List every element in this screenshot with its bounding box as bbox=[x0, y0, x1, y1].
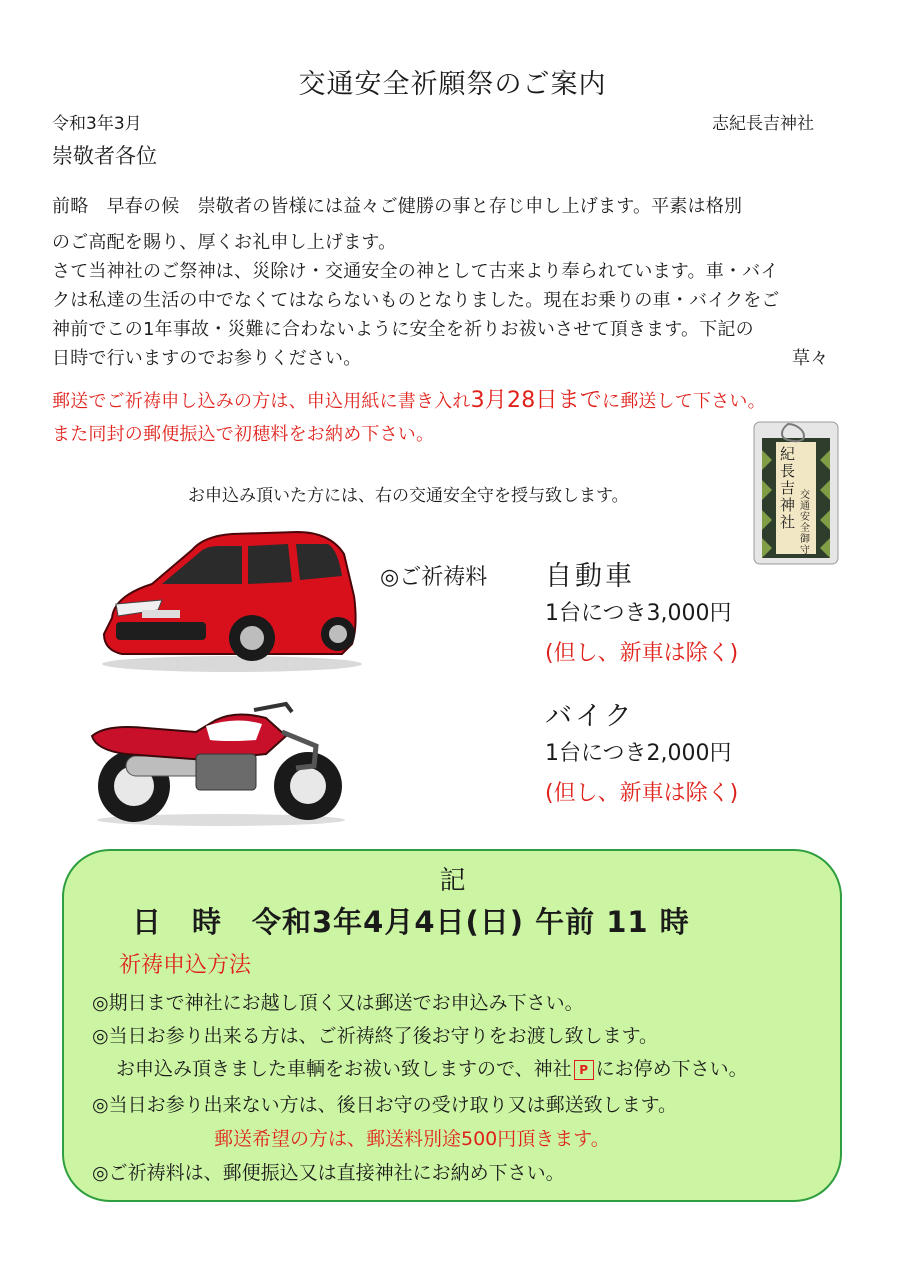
letter-closing: 草々 bbox=[792, 348, 829, 369]
letter-line-2: のご高配を賜り、厚くお礼申し上げます。 bbox=[52, 232, 397, 253]
car-fee-name: 自動車 bbox=[545, 561, 635, 592]
amulet-illustration bbox=[752, 420, 840, 566]
method-item-2-sub bbox=[116, 1054, 748, 1081]
motorcycle-illustration bbox=[86, 696, 356, 828]
amulet-text-main: 紀長吉神社 bbox=[780, 445, 796, 531]
addressee: 崇敬者各位 bbox=[52, 144, 157, 168]
mail-notice-2: また同封の郵便振込で初穂料をお納め下さい。 bbox=[52, 424, 435, 445]
car-fee-note: (但し、新車は除く) bbox=[545, 641, 739, 666]
amulet-note: お申込み頂いた方には、右の交通安全守を授与致します。 bbox=[188, 486, 629, 506]
parking-icon: P bbox=[574, 1060, 594, 1080]
method-item-2: ◎当日お参り出来る方は、ご祈祷終了後お守りをお渡し致します。 bbox=[92, 1025, 659, 1047]
fee-label: ◎ご祈祷料 bbox=[380, 565, 488, 590]
method-item-3: ◎当日お参り出来ない方は、後日お守の受け取り又は郵送致します。 bbox=[92, 1094, 678, 1116]
letter-line-4: クは私達の生活の中でなくてはならないものとなりました。現在お乗りの車・バイクをご bbox=[52, 290, 780, 311]
postage-note: 郵送希望の方は、郵送料別途500円頂きます。 bbox=[214, 1128, 610, 1150]
bike-fee-price: 1台につき2,000円 bbox=[545, 741, 732, 766]
issue-date: 令和3年3月 bbox=[52, 114, 142, 134]
method-item-1: ◎期日まで神社にお越し頂く又は郵送でお申込み下さい。 bbox=[92, 992, 584, 1014]
application-method-title: 祈祷申込方法 bbox=[119, 953, 252, 978]
bike-fee-name: バイク bbox=[545, 701, 635, 732]
mail-notice-1 bbox=[52, 383, 766, 414]
car-fee-price: 1台につき3,000円 bbox=[545, 601, 732, 626]
mail-deadline: 3月28日まで bbox=[470, 388, 603, 413]
letter-line-1: 前略 早春の候 崇敬者の皆様には益々ご健勝の事と存じ申し上げます。平素は格別 bbox=[52, 196, 743, 217]
letter-line-6: 日時で行いますのでお参りください。 bbox=[52, 348, 362, 369]
mail-notice-1c: に郵送して下さい。 bbox=[602, 391, 766, 412]
car-illustration bbox=[92, 526, 362, 676]
method-item-2-sub-b: にお停め下さい。 bbox=[595, 1058, 748, 1080]
amulet-text-sub: 交通安全御守 bbox=[800, 490, 810, 556]
event-datetime: 日 時 令和3年4月4日(日) 午前 11 時 bbox=[132, 905, 690, 939]
mail-notice-1a: 郵送でご祈祷申し込みの方は、申込用紙に書き入れ bbox=[52, 391, 471, 412]
method-item-2-sub-a: お申込み頂きました車輌をお祓い致しますので、神社 bbox=[116, 1058, 572, 1080]
ki-heading: 記 bbox=[439, 866, 466, 896]
shrine-name: 志紀長吉神社 bbox=[712, 114, 814, 134]
bike-fee-note: (但し、新車は除く) bbox=[545, 781, 739, 806]
letter-line-3: さて当神社のご祭神は、災除け・交通安全の神として古来より奉られています。車・バイ bbox=[52, 261, 779, 282]
letter-line-5: 神前でこの1年事故・災難に合わないように安全を祈りお祓いさせて頂きます。下記の bbox=[52, 319, 754, 340]
method-item-4: ◎ご祈祷料は、郵便振込又は直接神社にお納め下さい。 bbox=[92, 1162, 565, 1184]
page-title: 交通安全祈願祭のご案内 bbox=[298, 69, 607, 100]
